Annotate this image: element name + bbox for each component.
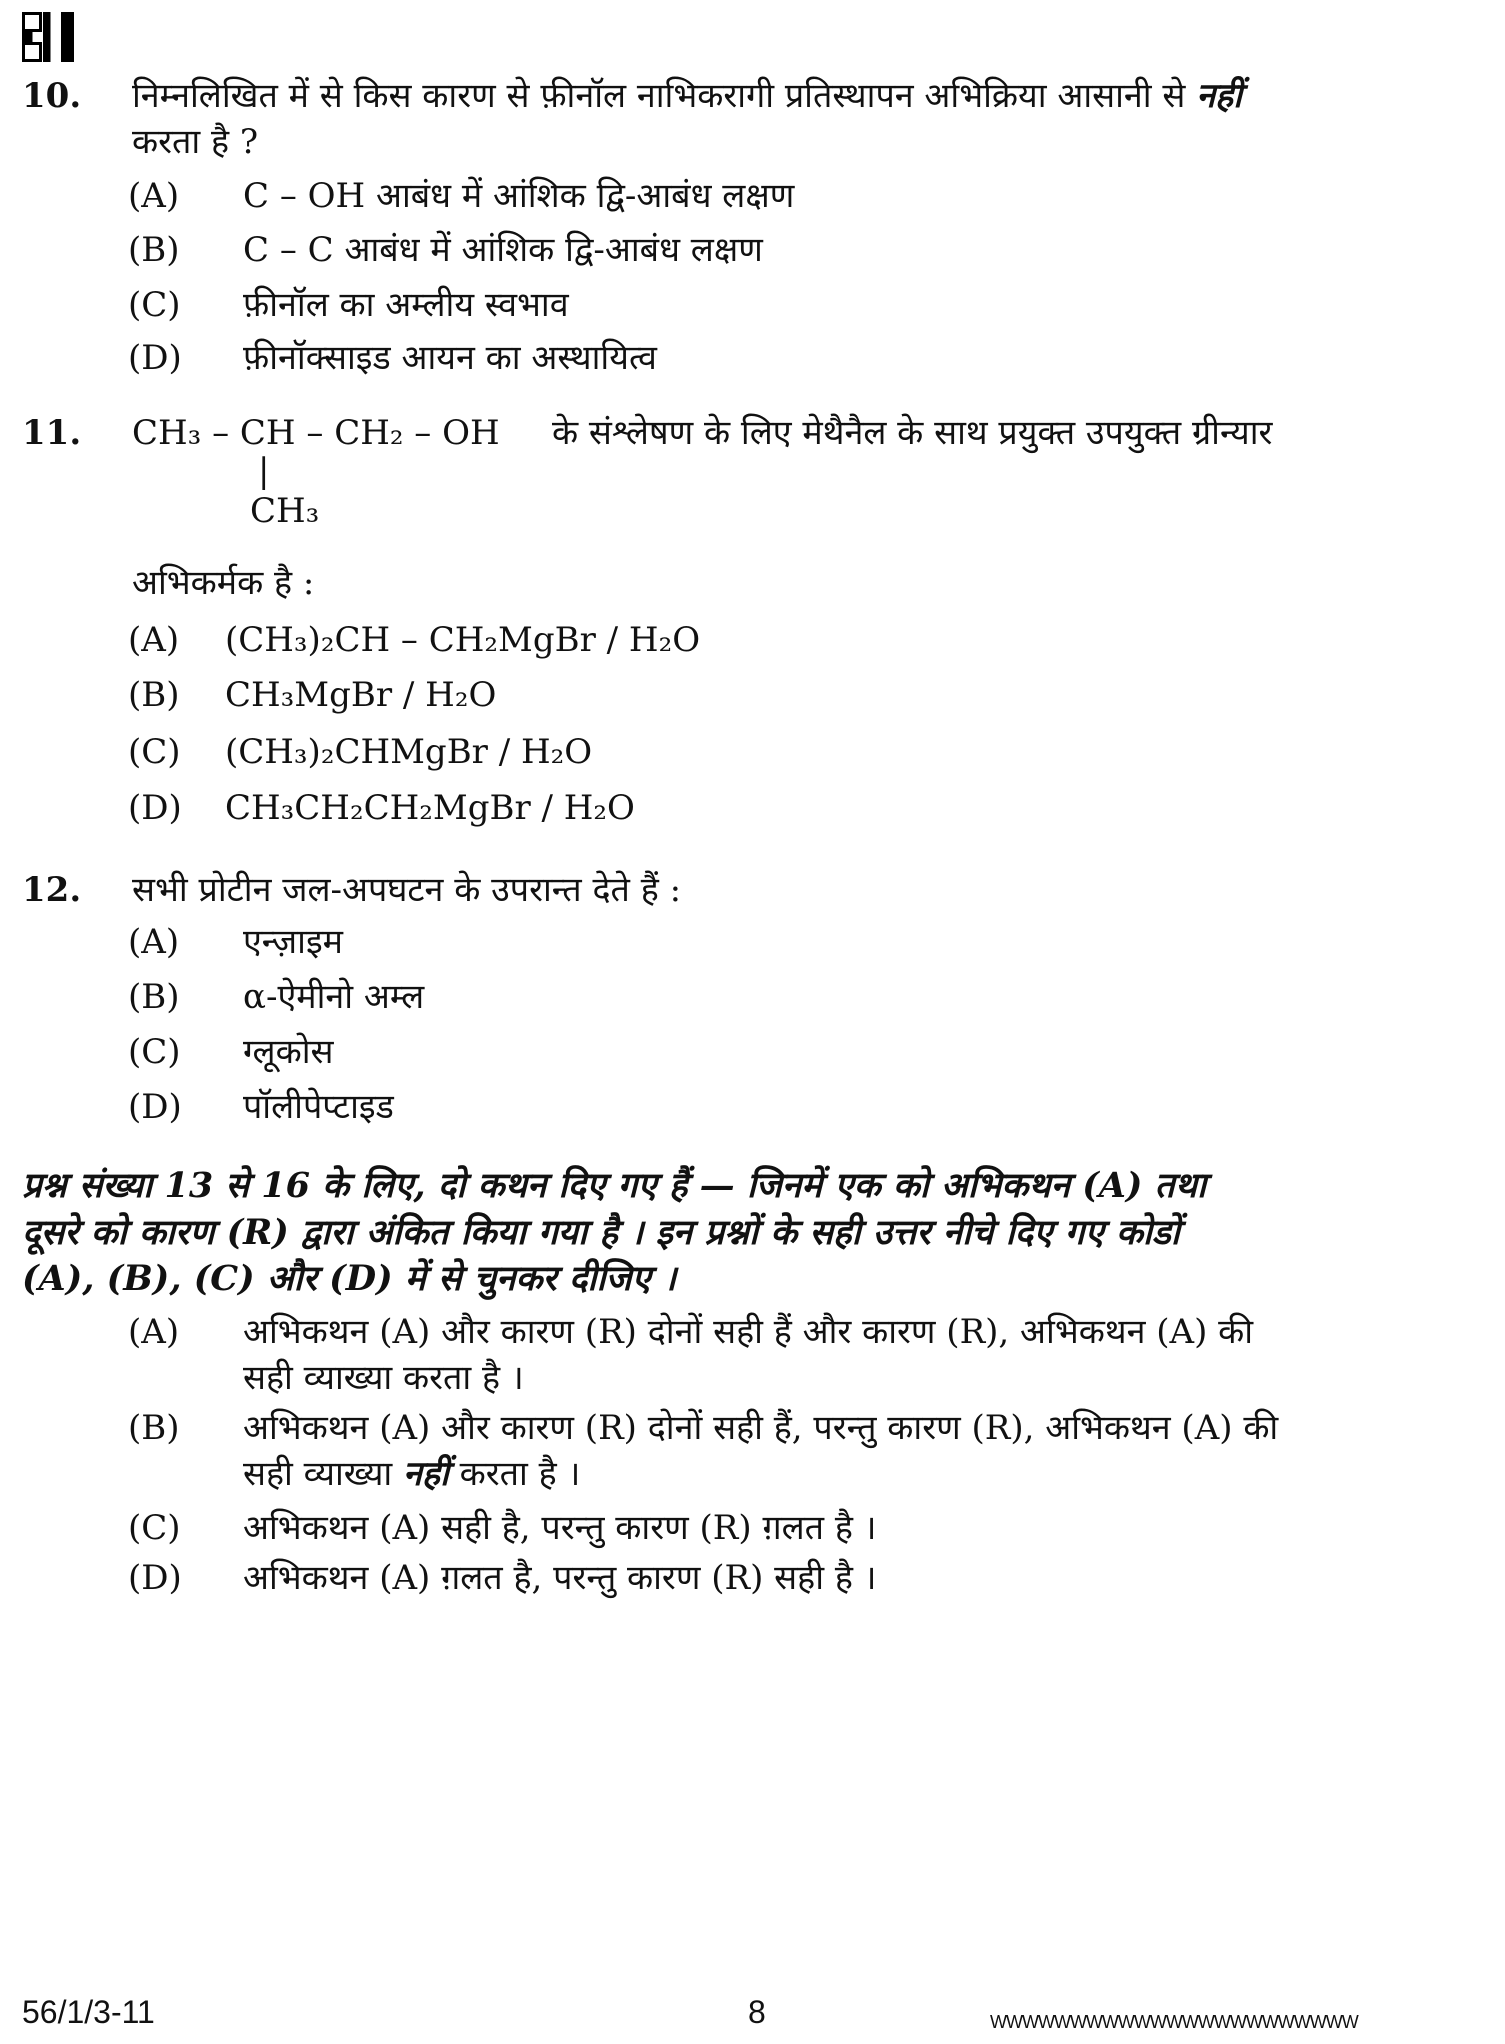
code-text: अभिकथन (A) और कारण (R) दोनों सही हैं, परन्तु कारण (R), अभिकथन (A) की [243,1408,1279,1448]
code-label: (B) [128,1408,180,1448]
option-label: (C) [128,285,181,325]
code-text-part: सही व्याख्या [243,1454,393,1494]
option-label: (B) [128,977,180,1017]
emphasis: नहीं [1196,76,1242,116]
option-text: C – OH आबंध में आंशिक द्वि-आबंध लक्षण [243,176,795,216]
option-text: (CH₃)₂CHMgBr / H₂O [225,732,593,772]
option-label: (A) [128,620,180,660]
question-text-line: अभिकर्मक है : [132,563,315,603]
branch-bond: | [258,451,270,491]
option-text: α-ऐमीनो अम्ल [243,977,425,1017]
page-number: 8 [748,1994,766,2030]
code-text: अभिकथन (A) ग़लत है, परन्तु कारण (R) सही है । [243,1558,877,1598]
question-text-line: करता है ? [132,122,259,162]
code-text: सही व्याख्या करता है । [243,1358,524,1398]
question-text-line: निम्नलिखित में से किस कारण से फ़ीनॉल नाभिकरागी प्रतिस्थापन अभिक्रिया आसानी से [132,76,1186,116]
option-text: फ़ीनॉल का अम्लीय स्वभाव [243,285,569,325]
paper-code: 56/1/3-11 [22,1994,155,2030]
structural-formula: CH₃ – CH – CH₂ – OH [132,413,500,453]
option-text: CH₃MgBr / H₂O [225,675,497,715]
option-text: CH₃CH₂CH₂MgBr / H₂O [225,788,635,828]
code-label: (A) [128,1312,180,1352]
question-number: 11. [22,413,82,453]
option-label: (A) [128,922,180,962]
question-number: 10. [22,76,82,116]
option-label: (B) [128,675,180,715]
option-label: (D) [128,1087,182,1127]
question-number: 12. [22,870,82,910]
instruction-line: दूसरे को कारण (R) द्वारा अंकित किया गया है । इन प्रश्नों के सही उत्तर नीचे दिए गए कोडों [22,1212,1180,1253]
question-text [132,74,1242,118]
option-label: (A) [128,176,180,216]
code-text [243,1452,580,1496]
option-label: (B) [128,230,180,270]
code-label: (C) [128,1508,181,1548]
instruction-line: (A), (B), (C) और (D) में से चुनकर दीजिए । [22,1258,677,1299]
option-label: (D) [128,338,182,378]
option-text: ग्लूकोस [243,1032,334,1072]
option-label: (D) [128,788,182,828]
option-text: (CH₃)₂CH – CH₂MgBr / H₂O [225,620,701,660]
option-text: फ़ीनॉक्साइड आयन का अस्थायित्व [243,338,657,378]
code-text-part: करता है । [459,1454,581,1494]
question-text: सभी प्रोटीन जल-अपघटन के उपरान्त देते हैं : [132,870,682,910]
option-text: C – C आबंध में आंशिक द्वि-आबंध लक्षण [243,230,763,270]
branch-group: CH₃ [250,491,320,531]
option-text: एन्ज़ाइम [243,922,343,962]
code-label: (D) [128,1558,182,1598]
emphasis: नहीं [403,1454,449,1494]
option-label: (C) [128,1032,181,1072]
code-text: अभिकथन (A) सही है, परन्तु कारण (R) ग़लत है । [243,1508,877,1548]
code-text: अभिकथन (A) और कारण (R) दोनों सही हैं और कारण (R), अभिकथन (A) की [243,1312,1254,1352]
option-label: (C) [128,732,181,772]
question-text-line: के संश्लेषण के लिए मेथैनैल के साथ प्रयुक्त उपयुक्त ग्रीन्यार [552,413,1273,453]
instruction-line: प्रश्न संख्या 13 से 16 के लिए, दो कथन दिए गए हैं — जिनमें एक को अभिकथन (A) तथा [22,1165,1207,1206]
security-wave-mark: WWWWWWWWWWWWWWWWWWWWWWW [990,2012,1358,2032]
qr-code [22,12,74,62]
option-text: पॉलीपेप्टाइड [243,1087,394,1127]
